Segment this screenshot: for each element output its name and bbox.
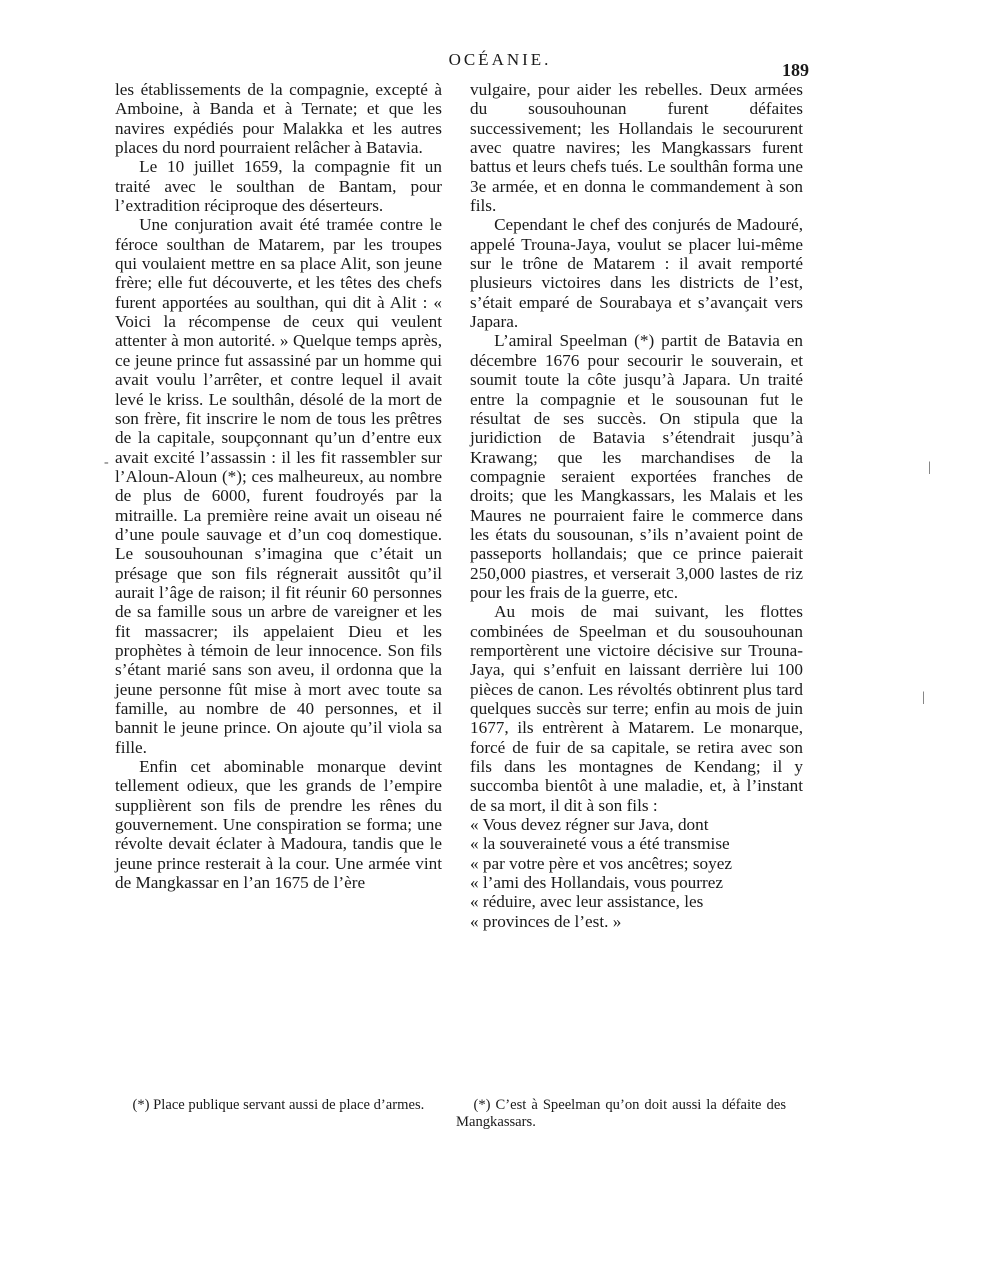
margin-mark: | — [928, 460, 931, 475]
margin-mark: | — [922, 690, 925, 705]
quote-line: « Vous devez régner sur Java, dont — [470, 815, 709, 835]
paragraph: Enfin cet abominable monarque devint tellement odieux, que les grands de l’empire supplièrent son fils de prendre les rênes du gouvernement. Une conspiration se forma; une révolte devait éclater à Madoura, tandis que le jeune prince resterait à la cour. Une armée vint de Mangkassar en l’an 1675 de l’ère — [115, 757, 442, 893]
paragraph: Cependant le chef des conjurés de Madouré, appelé Trouna-Jaya, voulut se placer lui-même sur le trône de Matarem : il avait remporté plusieurs victoires dans les districts de l’est, s’était emparé de Sourabaya et s’avançait vers Japara. — [470, 215, 803, 332]
quote-line: « réduire, avec leur assistance, les — [470, 892, 704, 912]
quote-line: « par votre père et vos ancêtres; soyez — [470, 853, 732, 873]
paragraph: Le 10 juillet 1659, la compagnie fit un traité avec le soulthan de Bantam, pour l’extradition réciproque des déserteurs. — [115, 157, 442, 216]
paragraph: Une conjuration avait été tramée contre le féroce soulthan de Matarem, par les troupes qui voulaient mettre en sa place Alit, son jeune frère; elle fut découverte, et les têtes des chefs furent apportées au soulthan, qui dit à Alit : « Voici la récompense de ceux qui veulent attenter à mon autorité. » Quelque temps après, ce jeune prince fut assassiné par un homme qui avait voulu l’arrêter, et contre lequel il avait levé le kriss. Le soulthân, désolé de la mort de son frère, fit inscrire le nom de tous les prêtres de la capitale, soupçonnant qu’un d’entre eux avait excité l’assassin : il les fit rassembler sur l’Aloun-Aloun (*); ces malheureux, au nombre de plus de 6000, furent foudroyés par la mitraille. La première reine avait un oiseau né d’une poule sauvage et d’un coq domestique. Le sousouhounan s’imagina que c’était un présage que son fils régnerait aussitôt qu’il aurait l’âge de raison; il fit réunir 60 personnes de sa famille sous un arbre de vareigner et les fit massacrer; ils appelaient Dieu et les prophètes à témoin de leur innocence. Son fils s’étant marié sans son aveu, il ordonna que la jeune personne fût mise à mort avec toute sa famille, au nombre de 40 personnes, et il bannit le jeune prince. On ajoute qu’il viola sa fille. — [115, 215, 442, 757]
right-column — [470, 80, 803, 931]
running-head: OCÉANIE. — [448, 50, 552, 69]
quote-line: « l’ami des Hollandais, vous pourrez — [470, 873, 723, 893]
left-column — [115, 80, 442, 892]
page-number: 189 — [782, 60, 809, 80]
paragraph: vulgaire, pour aider les rebelles. Deux armées du sousouhounan furent défaites successivement; les Hollandais le secoururent avec quatre navires; les Mangkassars furent battus et leurs chefs tués. Le soulthân forma une 3e armée, et en donna le commandement à son fils. — [470, 80, 803, 216]
footnote-text: (*) Place publique servant aussi de place d’armes. — [132, 1097, 425, 1113]
quote-line: « la souveraineté vous a été transmise — [470, 834, 730, 854]
paragraph: Au mois de mai suivant, les flottes combinées de Speelman et du sousouhounan remportèrent une victoire décisive sur Trouna-Jaya, qui s’enfuit en laissant derrière lui 100 pièces de canon. Les révoltés obtinrent plus tard quelques succès sur terre; enfin au mois de juin 1677, ils entrèrent à Matarem. Le monarque, forcé de fuir de sa capitale, se retira avec son fils dans les montagnes de Kendang; il y succomba bientôt à une maladie, et, à l’instant de sa mort, il dit à son fils : — [470, 602, 803, 815]
footnote-left — [115, 1097, 435, 1114]
quote-line: « provinces de l’est. » — [470, 911, 622, 931]
margin-mark: - — [104, 455, 109, 470]
footnote-text: (*) C’est à Speelman qu’on doit aussi la défaite des Mangkassars. — [456, 1097, 786, 1130]
footnote-right — [456, 1097, 786, 1131]
paragraph: les établissements de la compagnie, excepté à Amboine, à Banda et à Ternate; et que les navires expédiés pour Malakka et les autres places du nord pourraient relâcher à Batavia. — [115, 80, 442, 158]
paragraph: L’amiral Speelman (*) partit de Batavia en décembre 1676 pour secourir le souverain, et soumit toute la côte jusqu’à Japara. Un traité entre la compagnie et le sousounan fut le résultat de ses succès. On stipula que la juridiction de Batavia s’étendrait jusqu’à Krawang; que les marchandises de la compagnie seraient exportées franches de droits; que les Mangkassars, les Malais et les Maures ne pourraient faire le commerce dans les états du sousounan, s’ils n’avaient point de passeports hollandais; que ce prince paierait 250,000 piastres, et verserait 3,000 lastes de riz pour les frais de la guerre, etc. — [470, 331, 803, 602]
